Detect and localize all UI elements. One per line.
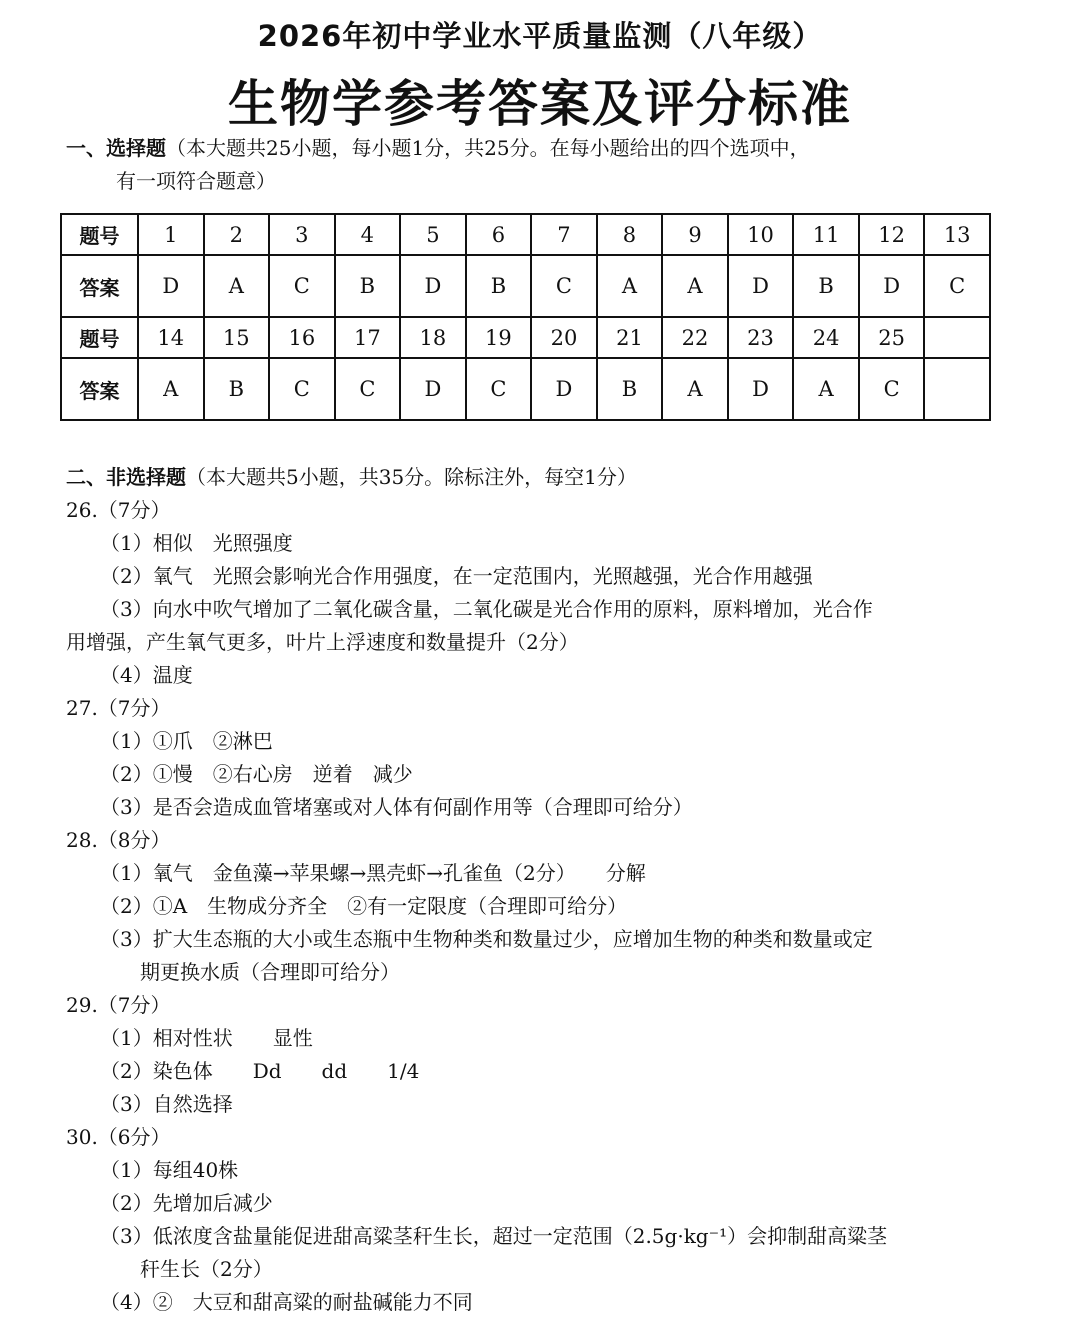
question-number-cell: 2 <box>204 214 270 255</box>
q26-answer-2: （2）氧气 光照会影响光合作用强度，在一定范围内，光照越强，光合作用越强 <box>100 564 813 588</box>
q26-head: 26.（7分） <box>66 498 171 522</box>
answer-cell: D <box>400 358 466 420</box>
q26-answer-3-line1: （3）向水中吹气增加了二氧化碳含量，二氧化碳是光合作用的原料，原料增加，光合作 <box>100 597 873 621</box>
question-number-cell: 23 <box>728 317 794 358</box>
question-number-cell: 20 <box>531 317 597 358</box>
section1-desc-line2: 有一项符合题意） <box>116 169 276 193</box>
section2-label: 二、非选择题 <box>66 465 186 489</box>
q30-answer-1: （1）每组40株 <box>100 1158 239 1182</box>
answer-key-title: 生物学参考答案及评分标准 <box>228 75 852 133</box>
answer-cell: A <box>597 255 663 317</box>
question-number-cell: 22 <box>662 317 728 358</box>
section1-label: 一、选择题 <box>66 136 166 160</box>
question-number-cell: 10 <box>728 214 794 255</box>
answer-cell: D <box>728 255 794 317</box>
answer-cell: A <box>662 255 728 317</box>
section2-heading <box>66 461 996 494</box>
q29-answer-2: （2）染色体 Dd dd 1/4 <box>100 1059 420 1083</box>
q29-answer-3: （3）自然选择 <box>100 1092 233 1116</box>
q30-head: 30.（6分） <box>66 1125 171 1149</box>
q28-answer-3-line1: （3）扩大生态瓶的大小或生态瓶中生物种类和数量过少，应增加生物的种类和数量或定 <box>100 927 873 951</box>
answer-cell: B <box>335 255 401 317</box>
answer-cell: C <box>269 358 335 420</box>
question-number-cell: 21 <box>597 317 663 358</box>
q27-answer-2: （2）①慢 ②右心房 逆着 减少 <box>100 762 413 786</box>
question-number-cell: 9 <box>662 214 728 255</box>
row-label-number: 题号 <box>61 214 138 255</box>
answer-cell: C <box>531 255 597 317</box>
q30-answer-4: （4）② 大豆和甜高粱的耐盐碱能力不同 <box>100 1290 473 1314</box>
q26-answer-1: （1）相似 光照强度 <box>100 531 293 555</box>
question-number-cell: 11 <box>793 214 859 255</box>
q28-answer-3-line2: 期更换水质（合理即可给分） <box>140 960 400 984</box>
q30-answer-3-line2: 秆生长（2分） <box>140 1257 273 1281</box>
answer-cell: D <box>400 255 466 317</box>
q30-answer-2: （2）先增加后减少 <box>100 1191 273 1215</box>
answer-cell: C <box>859 358 925 420</box>
q29-head: 29.（7分） <box>66 993 171 1017</box>
answer-cell: B <box>597 358 663 420</box>
section1-heading <box>66 133 810 163</box>
answer-table <box>60 213 991 421</box>
answer-cell: A <box>793 358 859 420</box>
question-number-row <box>61 317 990 358</box>
q27-answer-1: （1）①爪 ②淋巴 <box>100 729 273 753</box>
question-number-cell: 7 <box>531 214 597 255</box>
row-label-number: 题号 <box>61 317 138 358</box>
section2 <box>66 461 996 1319</box>
question-number-cell: 8 <box>597 214 663 255</box>
answer-cell: B <box>204 358 270 420</box>
answer-cell <box>924 358 990 420</box>
answer-cell: C <box>269 255 335 317</box>
q28-answer-2: （2）①A 生物成分齐全 ②有一定限度（合理即可给分） <box>100 894 628 918</box>
row-label-answer: 答案 <box>61 255 138 317</box>
q28-head: 28.（8分） <box>66 828 171 852</box>
question-number-cell: 24 <box>793 317 859 358</box>
answer-cell: A <box>662 358 728 420</box>
answer-row <box>61 358 990 420</box>
question-number-cell: 4 <box>335 214 401 255</box>
section1-desc: （本大题共25小题，每小题1分，共25分。在每小题给出的四个选项中， <box>166 136 810 160</box>
answer-cell: C <box>335 358 401 420</box>
q30-answer-3-line1: （3）低浓度含盐量能促进甜高粱茎秆生长，超过一定范围（2.5g·kg⁻¹）会抑制甜高粱茎 <box>100 1224 888 1248</box>
question-number-cell: 15 <box>204 317 270 358</box>
question-number-cell: 13 <box>924 214 990 255</box>
question-number-cell: 16 <box>269 317 335 358</box>
question-number-cell: 25 <box>859 317 925 358</box>
q27-answer-3: （3）是否会造成血管堵塞或对人体有何副作用等（合理即可给分） <box>100 795 693 819</box>
question-number-cell: 17 <box>335 317 401 358</box>
q26-answer-3-line2: 用增强，产生氧气更多，叶片上浮速度和数量提升（2分） <box>66 630 579 654</box>
q29-answer-1: （1）相对性状 显性 <box>100 1026 313 1050</box>
answer-cell: D <box>859 255 925 317</box>
answer-cell: D <box>138 255 204 317</box>
section2-desc: （本大题共5小题，共35分。除标注外，每空1分） <box>186 465 637 489</box>
question-number-cell: 18 <box>400 317 466 358</box>
answer-cell: C <box>466 358 532 420</box>
answer-row <box>61 255 990 317</box>
answer-cell: B <box>466 255 532 317</box>
answer-cell: D <box>531 358 597 420</box>
question-number-row <box>61 214 990 255</box>
answer-cell: A <box>204 255 270 317</box>
q28-answer-1: （1）氧气 金鱼藻→苹果螺→黑壳虾→孔雀鱼（2分） 分解 <box>100 861 646 885</box>
exam-title: 2026年初中学业水平质量监测（八年级） <box>257 19 823 53</box>
question-number-cell: 14 <box>138 317 204 358</box>
question-number-cell: 19 <box>466 317 532 358</box>
question-number-cell: 6 <box>466 214 532 255</box>
question-number-cell <box>924 317 990 358</box>
question-number-cell: 3 <box>269 214 335 255</box>
row-label-answer: 答案 <box>61 358 138 420</box>
question-number-cell: 5 <box>400 214 466 255</box>
answer-cell: A <box>138 358 204 420</box>
answer-cell: C <box>924 255 990 317</box>
question-number-cell: 12 <box>859 214 925 255</box>
answer-cell: D <box>728 358 794 420</box>
q27-head: 27.（7分） <box>66 696 171 720</box>
q26-answer-4: （4）温度 <box>100 663 193 687</box>
question-number-cell: 1 <box>138 214 204 255</box>
answer-cell: B <box>793 255 859 317</box>
